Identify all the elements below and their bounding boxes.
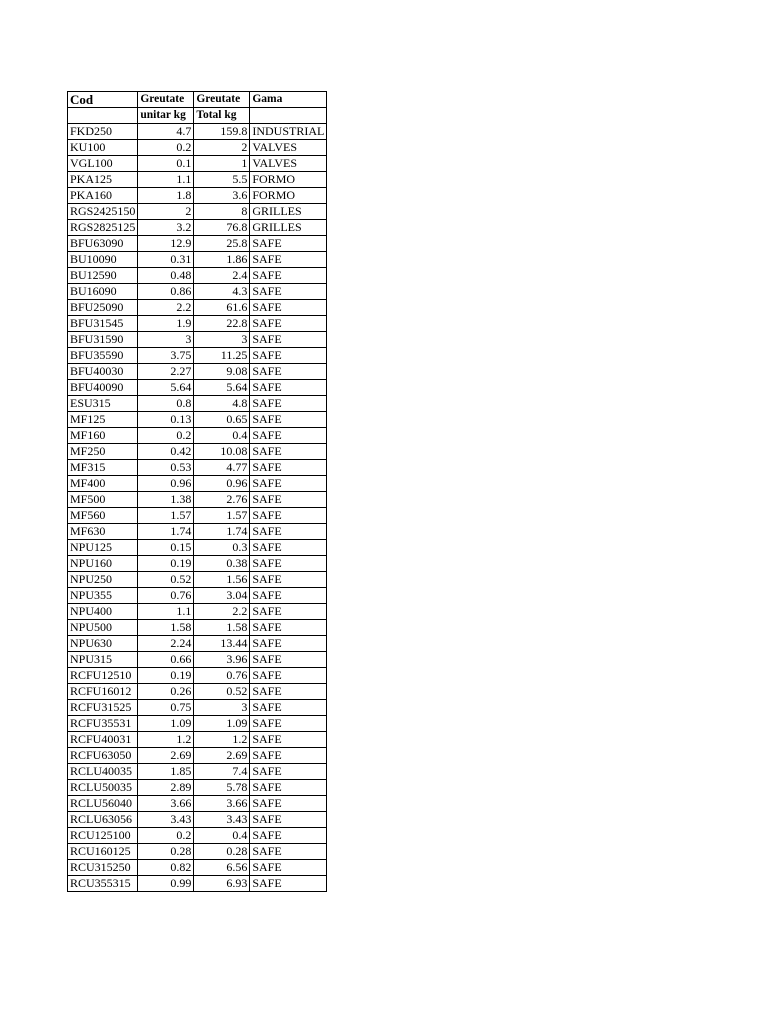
table-row <box>68 300 327 316</box>
cell-greutate-unitar: 0.28 <box>138 844 194 860</box>
table-row <box>68 636 327 652</box>
cell-gama: SAFE <box>250 348 327 364</box>
cell-cod: BFU40030 <box>68 364 138 380</box>
cell-greutate-unitar: 2.2 <box>138 300 194 316</box>
cell-gama: SAFE <box>250 476 327 492</box>
cell-gama: SAFE <box>250 380 327 396</box>
cell-greutate-unitar: 2.69 <box>138 748 194 764</box>
cell-greutate-unitar: 0.53 <box>138 460 194 476</box>
cell-cod: RCFU31525 <box>68 700 138 716</box>
cell-cod: RCU355315 <box>68 876 138 892</box>
table-body <box>68 124 327 892</box>
cell-cod: RCFU63050 <box>68 748 138 764</box>
cell-greutate-unitar: 0.75 <box>138 700 194 716</box>
cell-greutate-unitar: 12.9 <box>138 236 194 252</box>
cell-cod: BFU40090 <box>68 380 138 396</box>
cell-greutate-unitar: 1.57 <box>138 508 194 524</box>
cell-gama: GRILLES <box>250 220 327 236</box>
cell-cod: NPU160 <box>68 556 138 572</box>
cell-cod: MF560 <box>68 508 138 524</box>
cell-greutate-total: 3 <box>194 332 250 348</box>
cell-greutate-total: 6.56 <box>194 860 250 876</box>
cell-cod: RCLU56040 <box>68 796 138 812</box>
table-row <box>68 140 327 156</box>
cell-greutate-total: 25.8 <box>194 236 250 252</box>
cell-greutate-total: 2.76 <box>194 492 250 508</box>
cell-greutate-total: 2 <box>194 140 250 156</box>
cell-greutate-unitar: 0.2 <box>138 428 194 444</box>
table-row <box>68 252 327 268</box>
cell-cod: PKA125 <box>68 172 138 188</box>
table-row <box>68 348 327 364</box>
table-row <box>68 684 327 700</box>
cell-greutate-total: 1.2 <box>194 732 250 748</box>
cell-cod: NPU400 <box>68 604 138 620</box>
cell-cod: MF125 <box>68 412 138 428</box>
table-row <box>68 860 327 876</box>
cell-gama: SAFE <box>250 716 327 732</box>
cell-greutate-total: 3.96 <box>194 652 250 668</box>
header-row-1 <box>68 92 327 108</box>
cell-gama: SAFE <box>250 412 327 428</box>
table-row <box>68 332 327 348</box>
cell-greutate-total: 2.2 <box>194 604 250 620</box>
cell-gama: SAFE <box>250 332 327 348</box>
cell-gama: SAFE <box>250 252 327 268</box>
table-row <box>68 540 327 556</box>
cell-greutate-total: 10.08 <box>194 444 250 460</box>
cell-cod: NPU250 <box>68 572 138 588</box>
cell-greutate-total: 1.57 <box>194 508 250 524</box>
header-cod: Cod <box>68 92 138 108</box>
cell-cod: PKA160 <box>68 188 138 204</box>
table-row <box>68 172 327 188</box>
table-row <box>68 204 327 220</box>
cell-greutate-total: 8 <box>194 204 250 220</box>
table-row <box>68 364 327 380</box>
cell-gama: SAFE <box>250 588 327 604</box>
table-row <box>68 604 327 620</box>
header-greutate-unitar: Greutate <box>138 92 194 108</box>
cell-cod: BU12590 <box>68 268 138 284</box>
table-row <box>68 732 327 748</box>
cell-greutate-unitar: 0.13 <box>138 412 194 428</box>
cell-cod: MF315 <box>68 460 138 476</box>
table-row <box>68 764 327 780</box>
cell-greutate-total: 0.4 <box>194 828 250 844</box>
cell-greutate-unitar: 1.74 <box>138 524 194 540</box>
cell-greutate-unitar: 3.66 <box>138 796 194 812</box>
cell-cod: BFU25090 <box>68 300 138 316</box>
cell-cod: KU100 <box>68 140 138 156</box>
cell-gama: SAFE <box>250 396 327 412</box>
cell-cod: RCU160125 <box>68 844 138 860</box>
cell-greutate-unitar: 2.24 <box>138 636 194 652</box>
cell-greutate-unitar: 0.66 <box>138 652 194 668</box>
table-row <box>68 188 327 204</box>
cell-greutate-unitar: 2.27 <box>138 364 194 380</box>
cell-cod: BU16090 <box>68 284 138 300</box>
cell-cod: RGS2425150 <box>68 204 138 220</box>
cell-gama: SAFE <box>250 620 327 636</box>
header-greutate-total: Greutate <box>194 92 250 108</box>
cell-cod: RGS2825125 <box>68 220 138 236</box>
table-row <box>68 396 327 412</box>
cell-greutate-total: 1.74 <box>194 524 250 540</box>
cell-greutate-total: 1.58 <box>194 620 250 636</box>
cell-greutate-total: 0.4 <box>194 428 250 444</box>
cell-cod: RCU125100 <box>68 828 138 844</box>
cell-greutate-unitar: 2 <box>138 204 194 220</box>
table-row <box>68 556 327 572</box>
header-unitar-kg: unitar kg <box>138 108 194 124</box>
cell-cod: MF500 <box>68 492 138 508</box>
cell-gama: GRILLES <box>250 204 327 220</box>
cell-cod: NPU355 <box>68 588 138 604</box>
cell-greutate-total: 22.8 <box>194 316 250 332</box>
cell-cod: BU10090 <box>68 252 138 268</box>
cell-gama: FORMO <box>250 172 327 188</box>
cell-greutate-total: 1.56 <box>194 572 250 588</box>
cell-greutate-total: 0.38 <box>194 556 250 572</box>
cell-greutate-total: 5.5 <box>194 172 250 188</box>
cell-gama: SAFE <box>250 492 327 508</box>
cell-greutate-total: 13.44 <box>194 636 250 652</box>
cell-gama: FORMO <box>250 188 327 204</box>
table-row <box>68 156 327 172</box>
table-row <box>68 844 327 860</box>
cell-greutate-total: 3 <box>194 700 250 716</box>
cell-cod: FKD250 <box>68 124 138 140</box>
cell-greutate-unitar: 3 <box>138 332 194 348</box>
cell-cod: NPU630 <box>68 636 138 652</box>
cell-greutate-unitar: 0.2 <box>138 140 194 156</box>
cell-greutate-total: 3.66 <box>194 796 250 812</box>
cell-gama: SAFE <box>250 540 327 556</box>
header-gama: Gama <box>250 92 327 108</box>
table-row <box>68 476 327 492</box>
cell-greutate-unitar: 5.64 <box>138 380 194 396</box>
cell-cod: RCFU12510 <box>68 668 138 684</box>
cell-gama: SAFE <box>250 460 327 476</box>
table-row <box>68 124 327 140</box>
cell-cod: RCU315250 <box>68 860 138 876</box>
cell-gama: SAFE <box>250 796 327 812</box>
cell-cod: RCFU35531 <box>68 716 138 732</box>
cell-greutate-total: 9.08 <box>194 364 250 380</box>
table-row <box>68 492 327 508</box>
cell-greutate-unitar: 1.85 <box>138 764 194 780</box>
cell-gama: SAFE <box>250 316 327 332</box>
cell-cod: RCLU40035 <box>68 764 138 780</box>
cell-greutate-unitar: 1.2 <box>138 732 194 748</box>
cell-greutate-total: 61.6 <box>194 300 250 316</box>
cell-greutate-unitar: 0.2 <box>138 828 194 844</box>
cell-gama: SAFE <box>250 636 327 652</box>
table-row <box>68 780 327 796</box>
cell-gama: SAFE <box>250 268 327 284</box>
cell-gama: SAFE <box>250 524 327 540</box>
cell-greutate-unitar: 1.8 <box>138 188 194 204</box>
cell-greutate-unitar: 4.7 <box>138 124 194 140</box>
cell-gama: SAFE <box>250 732 327 748</box>
cell-greutate-unitar: 0.86 <box>138 284 194 300</box>
table-row <box>68 284 327 300</box>
cell-greutate-unitar: 0.82 <box>138 860 194 876</box>
table-row <box>68 652 327 668</box>
cell-gama: SAFE <box>250 860 327 876</box>
cell-gama: SAFE <box>250 572 327 588</box>
cell-gama: SAFE <box>250 764 327 780</box>
table-row <box>68 668 327 684</box>
table-row <box>68 508 327 524</box>
cell-greutate-unitar: 0.31 <box>138 252 194 268</box>
cell-gama: SAFE <box>250 236 327 252</box>
cell-gama: VALVES <box>250 156 327 172</box>
cell-greutate-unitar: 0.42 <box>138 444 194 460</box>
cell-greutate-total: 0.96 <box>194 476 250 492</box>
cell-greutate-unitar: 0.99 <box>138 876 194 892</box>
cell-cod: NPU500 <box>68 620 138 636</box>
table-row <box>68 812 327 828</box>
table-row <box>68 572 327 588</box>
table-row <box>68 380 327 396</box>
table-row <box>68 524 327 540</box>
cell-greutate-total: 3.04 <box>194 588 250 604</box>
cell-greutate-total: 0.52 <box>194 684 250 700</box>
cell-greutate-total: 3.6 <box>194 188 250 204</box>
cell-cod: VGL100 <box>68 156 138 172</box>
table-row <box>68 876 327 892</box>
cell-gama: SAFE <box>250 812 327 828</box>
cell-gama: SAFE <box>250 444 327 460</box>
cell-greutate-total: 11.25 <box>194 348 250 364</box>
table-row <box>68 748 327 764</box>
cell-cod: NPU315 <box>68 652 138 668</box>
cell-cod: RCLU63056 <box>68 812 138 828</box>
header-row-2 <box>68 108 327 124</box>
cell-gama: INDUSTRIAL <box>250 124 327 140</box>
cell-greutate-total: 4.3 <box>194 284 250 300</box>
cell-greutate-unitar: 1.09 <box>138 716 194 732</box>
table-row <box>68 412 327 428</box>
cell-cod: RCLU50035 <box>68 780 138 796</box>
cell-gama: SAFE <box>250 508 327 524</box>
header-cod-cont <box>68 108 138 124</box>
cell-greutate-total: 1.86 <box>194 252 250 268</box>
cell-greutate-unitar: 3.2 <box>138 220 194 236</box>
cell-greutate-unitar: 0.26 <box>138 684 194 700</box>
cell-greutate-unitar: 0.8 <box>138 396 194 412</box>
table-row <box>68 316 327 332</box>
cell-greutate-total: 0.76 <box>194 668 250 684</box>
cell-cod: RCFU40031 <box>68 732 138 748</box>
cell-greutate-unitar: 1.1 <box>138 604 194 620</box>
cell-cod: RCFU16012 <box>68 684 138 700</box>
cell-greutate-total: 2.69 <box>194 748 250 764</box>
cell-gama: SAFE <box>250 652 327 668</box>
cell-greutate-total: 5.64 <box>194 380 250 396</box>
cell-greutate-total: 1.09 <box>194 716 250 732</box>
cell-gama: SAFE <box>250 684 327 700</box>
table-row <box>68 444 327 460</box>
table-row <box>68 796 327 812</box>
cell-cod: MF400 <box>68 476 138 492</box>
cell-greutate-unitar: 0.1 <box>138 156 194 172</box>
cell-greutate-total: 1 <box>194 156 250 172</box>
table-row <box>68 268 327 284</box>
cell-greutate-total: 4.8 <box>194 396 250 412</box>
cell-gama: SAFE <box>250 828 327 844</box>
cell-greutate-total: 0.65 <box>194 412 250 428</box>
table-row <box>68 428 327 444</box>
cell-greutate-total: 0.28 <box>194 844 250 860</box>
cell-gama: SAFE <box>250 604 327 620</box>
table-row <box>68 588 327 604</box>
cell-greutate-unitar: 0.15 <box>138 540 194 556</box>
cell-greutate-total: 4.77 <box>194 460 250 476</box>
table-row <box>68 828 327 844</box>
cell-greutate-unitar: 0.96 <box>138 476 194 492</box>
cell-greutate-unitar: 0.19 <box>138 668 194 684</box>
cell-greutate-unitar: 1.38 <box>138 492 194 508</box>
cell-greutate-unitar: 3.43 <box>138 812 194 828</box>
table-row <box>68 700 327 716</box>
cell-greutate-total: 7.4 <box>194 764 250 780</box>
cell-greutate-unitar: 3.75 <box>138 348 194 364</box>
table-row <box>68 460 327 476</box>
cell-greutate-total: 0.3 <box>194 540 250 556</box>
cell-cod: ESU315 <box>68 396 138 412</box>
cell-gama: SAFE <box>250 668 327 684</box>
cell-greutate-total: 5.78 <box>194 780 250 796</box>
cell-gama: SAFE <box>250 300 327 316</box>
cell-gama: SAFE <box>250 844 327 860</box>
cell-greutate-unitar: 0.52 <box>138 572 194 588</box>
cell-gama: SAFE <box>250 556 327 572</box>
header-gama-cont <box>250 108 327 124</box>
cell-gama: SAFE <box>250 780 327 796</box>
cell-gama: SAFE <box>250 876 327 892</box>
cell-cod: BFU63090 <box>68 236 138 252</box>
cell-greutate-unitar: 1.9 <box>138 316 194 332</box>
cell-gama: VALVES <box>250 140 327 156</box>
cell-greutate-unitar: 0.19 <box>138 556 194 572</box>
table-row <box>68 620 327 636</box>
cell-cod: MF250 <box>68 444 138 460</box>
cell-greutate-total: 76.8 <box>194 220 250 236</box>
cell-greutate-total: 2.4 <box>194 268 250 284</box>
cell-greutate-total: 159.8 <box>194 124 250 140</box>
cell-greutate-unitar: 2.89 <box>138 780 194 796</box>
table-row <box>68 236 327 252</box>
header-total-kg: Total kg <box>194 108 250 124</box>
table-row <box>68 220 327 236</box>
cell-cod: BFU31590 <box>68 332 138 348</box>
cell-greutate-unitar: 0.76 <box>138 588 194 604</box>
cell-cod: MF630 <box>68 524 138 540</box>
cell-gama: SAFE <box>250 700 327 716</box>
cell-greutate-unitar: 0.48 <box>138 268 194 284</box>
cell-cod: BFU35590 <box>68 348 138 364</box>
cell-greutate-total: 3.43 <box>194 812 250 828</box>
cell-gama: SAFE <box>250 428 327 444</box>
cell-greutate-unitar: 1.1 <box>138 172 194 188</box>
cell-cod: MF160 <box>68 428 138 444</box>
cell-cod: BFU31545 <box>68 316 138 332</box>
cell-gama: SAFE <box>250 748 327 764</box>
table-row <box>68 716 327 732</box>
cell-gama: SAFE <box>250 364 327 380</box>
cell-cod: NPU125 <box>68 540 138 556</box>
cell-greutate-unitar: 1.58 <box>138 620 194 636</box>
weights-table <box>67 91 327 892</box>
cell-gama: SAFE <box>250 284 327 300</box>
cell-greutate-total: 6.93 <box>194 876 250 892</box>
